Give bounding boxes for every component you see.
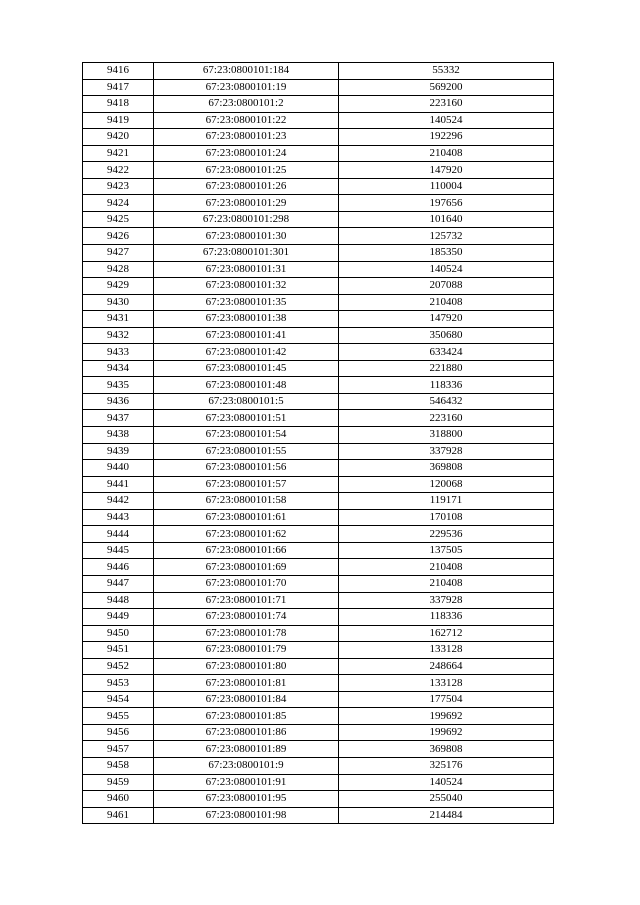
table-row (83, 162, 554, 179)
row-number-cell: 9456 (83, 724, 154, 741)
table-row (83, 377, 554, 394)
row-number-cell: 9423 (83, 178, 154, 195)
row-number-cell: 9424 (83, 195, 154, 212)
row-number-cell: 9432 (83, 327, 154, 344)
row-number-cell: 9428 (83, 261, 154, 278)
value-cell: 255040 (339, 791, 554, 808)
row-number-cell: 9426 (83, 228, 154, 245)
cadastral-number-cell: 67:23:0800101:5 (154, 393, 339, 410)
table-row (83, 476, 554, 493)
table-row (83, 178, 554, 195)
cadastral-number-cell: 67:23:0800101:29 (154, 195, 339, 212)
cadastral-number-cell: 67:23:0800101:85 (154, 708, 339, 725)
cadastral-number-cell: 67:23:0800101:30 (154, 228, 339, 245)
value-cell: 350680 (339, 327, 554, 344)
row-number-cell: 9447 (83, 575, 154, 592)
table-row (83, 509, 554, 526)
row-number-cell: 9445 (83, 542, 154, 559)
table-row (83, 311, 554, 328)
cadastre-table (82, 62, 554, 824)
table-row (83, 112, 554, 129)
value-cell: 192296 (339, 129, 554, 146)
table-row (83, 642, 554, 659)
row-number-cell: 9429 (83, 278, 154, 295)
row-number-cell: 9446 (83, 559, 154, 576)
row-number-cell: 9434 (83, 360, 154, 377)
value-cell: 110004 (339, 178, 554, 195)
value-cell: 162712 (339, 625, 554, 642)
table-row (83, 559, 554, 576)
table-row (83, 757, 554, 774)
cadastral-number-cell: 67:23:0800101:31 (154, 261, 339, 278)
row-number-cell: 9449 (83, 609, 154, 626)
row-number-cell: 9420 (83, 129, 154, 146)
value-cell: 101640 (339, 211, 554, 228)
value-cell: 140524 (339, 112, 554, 129)
row-number-cell: 9444 (83, 526, 154, 543)
table-row (83, 129, 554, 146)
cadastral-number-cell: 67:23:0800101:95 (154, 791, 339, 808)
cadastral-number-cell: 67:23:0800101:184 (154, 63, 339, 80)
value-cell: 147920 (339, 311, 554, 328)
cadastral-number-cell: 67:23:0800101:2 (154, 96, 339, 113)
row-number-cell: 9457 (83, 741, 154, 758)
table-row (83, 691, 554, 708)
cadastral-number-cell: 67:23:0800101:74 (154, 609, 339, 626)
table-row (83, 96, 554, 113)
row-number-cell: 9421 (83, 145, 154, 162)
table-row (83, 410, 554, 427)
cadastral-number-cell: 67:23:0800101:32 (154, 278, 339, 295)
row-number-cell: 9452 (83, 658, 154, 675)
cadastral-number-cell: 67:23:0800101:56 (154, 460, 339, 477)
cadastral-number-cell: 67:23:0800101:42 (154, 344, 339, 361)
row-number-cell: 9448 (83, 592, 154, 609)
value-cell: 133128 (339, 642, 554, 659)
row-number-cell: 9427 (83, 245, 154, 262)
table-row (83, 774, 554, 791)
cadastral-number-cell: 67:23:0800101:41 (154, 327, 339, 344)
table-row (83, 145, 554, 162)
cadastral-number-cell: 67:23:0800101:62 (154, 526, 339, 543)
row-number-cell: 9416 (83, 63, 154, 80)
row-number-cell: 9459 (83, 774, 154, 791)
value-cell: 177504 (339, 691, 554, 708)
value-cell: 214484 (339, 807, 554, 824)
table-row (83, 228, 554, 245)
row-number-cell: 9442 (83, 493, 154, 510)
row-number-cell: 9443 (83, 509, 154, 526)
cadastral-number-cell: 67:23:0800101:61 (154, 509, 339, 526)
cadastral-number-cell: 67:23:0800101:58 (154, 493, 339, 510)
cadastral-number-cell: 67:23:0800101:19 (154, 79, 339, 96)
row-number-cell: 9454 (83, 691, 154, 708)
value-cell: 337928 (339, 443, 554, 460)
cadastral-number-cell: 67:23:0800101:35 (154, 294, 339, 311)
value-cell: 207088 (339, 278, 554, 295)
value-cell: 318800 (339, 427, 554, 444)
row-number-cell: 9436 (83, 393, 154, 410)
table-row (83, 344, 554, 361)
value-cell: 199692 (339, 724, 554, 741)
value-cell: 223160 (339, 96, 554, 113)
table-body (83, 63, 554, 824)
table-row (83, 195, 554, 212)
cadastral-number-cell: 67:23:0800101:298 (154, 211, 339, 228)
cadastral-number-cell: 67:23:0800101:98 (154, 807, 339, 824)
cadastral-number-cell: 67:23:0800101:55 (154, 443, 339, 460)
row-number-cell: 9458 (83, 757, 154, 774)
value-cell: 369808 (339, 741, 554, 758)
cadastral-number-cell: 67:23:0800101:84 (154, 691, 339, 708)
value-cell: 137505 (339, 542, 554, 559)
cadastral-number-cell: 67:23:0800101:86 (154, 724, 339, 741)
cadastral-number-cell: 67:23:0800101:69 (154, 559, 339, 576)
row-number-cell: 9440 (83, 460, 154, 477)
cadastral-number-cell: 67:23:0800101:80 (154, 658, 339, 675)
table-row (83, 807, 554, 824)
table-row (83, 460, 554, 477)
cadastral-number-cell: 67:23:0800101:54 (154, 427, 339, 444)
table-row (83, 211, 554, 228)
value-cell: 337928 (339, 592, 554, 609)
table-row (83, 443, 554, 460)
table-row (83, 79, 554, 96)
table-row (83, 625, 554, 642)
table-row (83, 592, 554, 609)
table-row (83, 724, 554, 741)
cadastral-number-cell: 67:23:0800101:24 (154, 145, 339, 162)
value-cell: 325176 (339, 757, 554, 774)
value-cell: 185350 (339, 245, 554, 262)
value-cell: 125732 (339, 228, 554, 245)
row-number-cell: 9418 (83, 96, 154, 113)
row-number-cell: 9455 (83, 708, 154, 725)
row-number-cell: 9437 (83, 410, 154, 427)
row-number-cell: 9439 (83, 443, 154, 460)
table-row (83, 658, 554, 675)
table-row (83, 741, 554, 758)
value-cell: 546432 (339, 393, 554, 410)
cadastral-number-cell: 67:23:0800101:66 (154, 542, 339, 559)
cadastral-number-cell: 67:23:0800101:89 (154, 741, 339, 758)
table-row (83, 327, 554, 344)
table-row (83, 708, 554, 725)
row-number-cell: 9431 (83, 311, 154, 328)
value-cell: 118336 (339, 609, 554, 626)
cadastral-number-cell: 67:23:0800101:22 (154, 112, 339, 129)
cadastral-number-cell: 67:23:0800101:70 (154, 575, 339, 592)
row-number-cell: 9433 (83, 344, 154, 361)
table-row (83, 427, 554, 444)
value-cell: 199692 (339, 708, 554, 725)
table-row (83, 526, 554, 543)
value-cell: 120068 (339, 476, 554, 493)
value-cell: 197656 (339, 195, 554, 212)
cadastral-number-cell: 67:23:0800101:51 (154, 410, 339, 427)
row-number-cell: 9435 (83, 377, 154, 394)
table-row (83, 393, 554, 410)
table-row (83, 63, 554, 80)
row-number-cell: 9422 (83, 162, 154, 179)
value-cell: 140524 (339, 774, 554, 791)
value-cell: 140524 (339, 261, 554, 278)
cadastral-number-cell: 67:23:0800101:48 (154, 377, 339, 394)
value-cell: 147920 (339, 162, 554, 179)
value-cell: 133128 (339, 675, 554, 692)
value-cell: 210408 (339, 559, 554, 576)
value-cell: 55332 (339, 63, 554, 80)
cadastral-number-cell: 67:23:0800101:78 (154, 625, 339, 642)
value-cell: 569200 (339, 79, 554, 96)
value-cell: 210408 (339, 575, 554, 592)
cadastral-number-cell: 67:23:0800101:301 (154, 245, 339, 262)
value-cell: 221880 (339, 360, 554, 377)
cadastral-number-cell: 67:23:0800101:26 (154, 178, 339, 195)
value-cell: 633424 (339, 344, 554, 361)
row-number-cell: 9451 (83, 642, 154, 659)
cadastral-number-cell: 67:23:0800101:91 (154, 774, 339, 791)
table-row (83, 360, 554, 377)
value-cell: 118336 (339, 377, 554, 394)
value-cell: 223160 (339, 410, 554, 427)
cadastral-number-cell: 67:23:0800101:38 (154, 311, 339, 328)
table-row (83, 278, 554, 295)
row-number-cell: 9461 (83, 807, 154, 824)
cadastral-number-cell: 67:23:0800101:57 (154, 476, 339, 493)
row-number-cell: 9417 (83, 79, 154, 96)
row-number-cell: 9438 (83, 427, 154, 444)
value-cell: 119171 (339, 493, 554, 510)
value-cell: 229536 (339, 526, 554, 543)
table-row (83, 261, 554, 278)
row-number-cell: 9441 (83, 476, 154, 493)
table-row (83, 294, 554, 311)
value-cell: 210408 (339, 145, 554, 162)
cadastral-number-cell: 67:23:0800101:79 (154, 642, 339, 659)
table-row (83, 609, 554, 626)
table-row (83, 791, 554, 808)
cadastral-number-cell: 67:23:0800101:81 (154, 675, 339, 692)
table-row (83, 245, 554, 262)
cadastral-number-cell: 67:23:0800101:23 (154, 129, 339, 146)
row-number-cell: 9453 (83, 675, 154, 692)
cadastral-number-cell: 67:23:0800101:45 (154, 360, 339, 377)
table-row (83, 575, 554, 592)
row-number-cell: 9430 (83, 294, 154, 311)
cadastral-number-cell: 67:23:0800101:9 (154, 757, 339, 774)
table-row (83, 675, 554, 692)
value-cell: 248664 (339, 658, 554, 675)
cadastral-number-cell: 67:23:0800101:25 (154, 162, 339, 179)
row-number-cell: 9425 (83, 211, 154, 228)
value-cell: 369808 (339, 460, 554, 477)
value-cell: 210408 (339, 294, 554, 311)
row-number-cell: 9450 (83, 625, 154, 642)
row-number-cell: 9460 (83, 791, 154, 808)
row-number-cell: 9419 (83, 112, 154, 129)
cadastral-number-cell: 67:23:0800101:71 (154, 592, 339, 609)
table-row (83, 542, 554, 559)
table-row (83, 493, 554, 510)
value-cell: 170108 (339, 509, 554, 526)
